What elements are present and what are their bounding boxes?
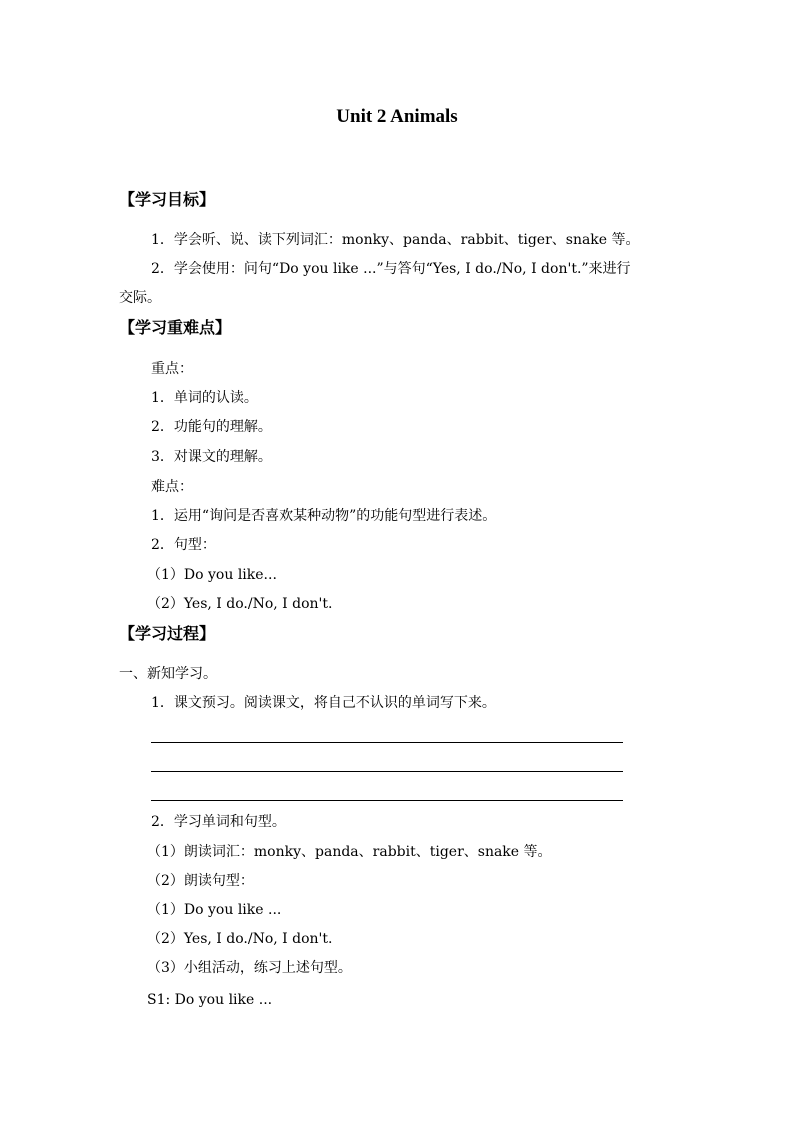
difficulty-label: 难点：: [151, 479, 193, 495]
focus-item-1: 1．单词的认读。: [151, 390, 258, 406]
objective-item-1: 1．学会听、说、读下列词汇：monky、panda、rabbit、tiger、snake 等。: [151, 232, 640, 248]
step-2-item-1: （1）朗读词汇：monky、panda、rabbit、tiger、snake 等。: [147, 844, 552, 860]
step-2-item-5: （3）小组活动，练习上述句型。: [147, 960, 352, 976]
pattern-1: （1）Do you like...: [147, 567, 277, 583]
answer-line-1: [151, 742, 623, 743]
answer-line-2: [151, 771, 623, 772]
dialogue-line-s1: S1: Do you like ...: [147, 992, 273, 1008]
page-title: Unit 2 Animals: [336, 106, 458, 127]
step-2: 2．学习单词和句型。: [151, 814, 286, 830]
focus-item-2: 2．功能句的理解。: [151, 419, 272, 435]
key-points-heading: 【学习重难点】: [119, 318, 232, 337]
difficulty-item-2: 2．句型：: [151, 537, 216, 553]
objective-item-2: 2．学会使用：问句“Do you like ...”与答句“Yes, I do./No, I don't.”来进行: [151, 261, 631, 277]
objectives-heading: 【学习目标】: [119, 190, 216, 209]
pattern-2: （2）Yes, I do./No, I don't.: [147, 596, 333, 612]
process-heading: 【学习过程】: [119, 624, 216, 643]
objective-item-2-continued: 交际。: [119, 290, 161, 306]
part-1-label: 一、新知学习。: [119, 666, 217, 682]
answer-line-3: [151, 800, 623, 801]
step-2-item-2: （2）朗读句型：: [147, 873, 254, 889]
step-2-item-4: （2）Yes, I do./No, I don't.: [147, 931, 333, 947]
step-1: 1．课文预习。阅读课文，将自己不认识的单词写下来。: [151, 695, 496, 711]
focus-item-3: 3．对课文的理解。: [151, 449, 272, 465]
focus-label: 重点：: [151, 361, 193, 377]
step-2-item-3: （1）Do you like ...: [147, 902, 282, 918]
difficulty-item-1: 1．运用“询问是否喜欢某种动物”的功能句型进行表述。: [151, 508, 497, 524]
